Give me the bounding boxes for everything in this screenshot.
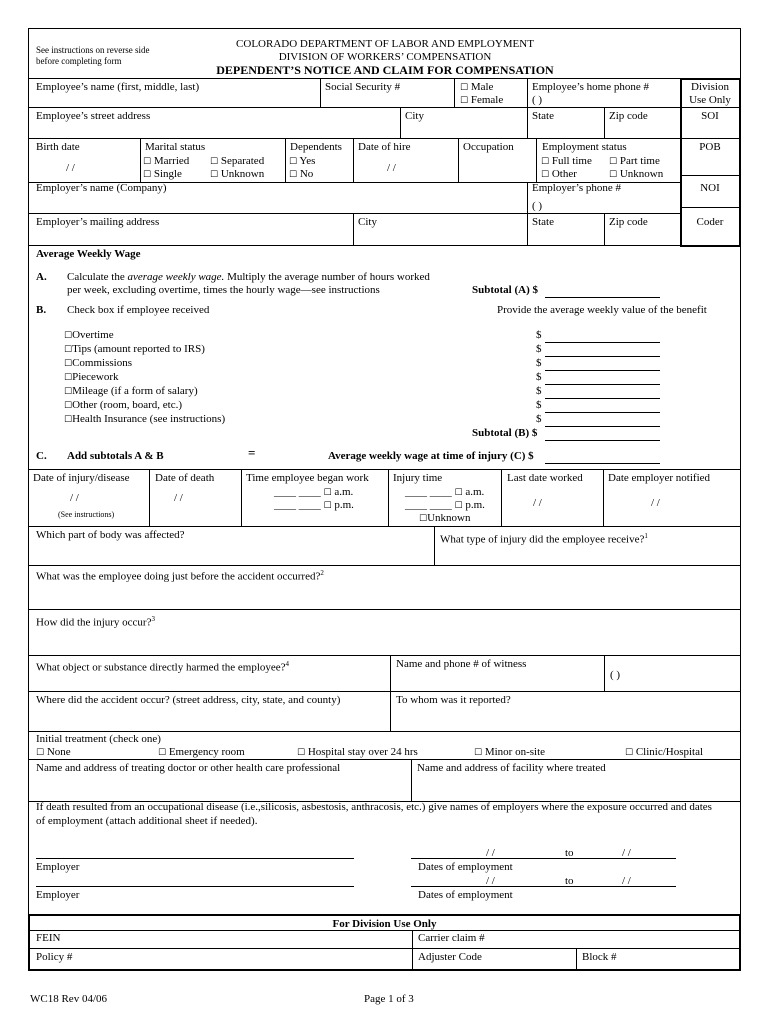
rule — [454, 78, 455, 107]
checkbox-icon[interactable]: ☐ — [64, 359, 73, 369]
checkbox-icon[interactable]: ☐ — [143, 157, 152, 167]
benefit-value-input[interactable] — [545, 384, 660, 385]
checkbox-icon[interactable]: ☐ — [143, 170, 152, 180]
wage-a-text-em: average weekly wage. — [127, 271, 225, 283]
wage-a-text-1 — [67, 271, 430, 284]
wage-a-text-post: Multiply the average number of hours worked — [224, 271, 430, 283]
rule — [28, 526, 741, 527]
hire-date-slashes: / / — [387, 162, 396, 174]
disease-text-1: If death resulted from an occupational disease (i.e.,silicosis, asbestosis, anthracosis, etc.) give names of employers where the exposure occurred and dates — [36, 801, 712, 813]
footnote-marker: 4 — [285, 660, 290, 668]
wage-c-text: Add subtotals A & B — [67, 450, 164, 462]
treating-facility-field[interactable]: Name and address of facility where treated — [417, 762, 606, 774]
wage-c-letter: C. — [36, 450, 47, 462]
ssn-field[interactable]: Social Security # — [325, 81, 401, 93]
page-number: Page 1 of 3 — [364, 993, 414, 1005]
employer-2-label: Employer — [36, 889, 80, 901]
injury-time-pm[interactable] — [405, 499, 485, 512]
dollar-sign: $ — [536, 343, 542, 355]
treatment-option-label: Hospital stay over 24 hrs — [307, 746, 418, 758]
treatment-option-label: Emergency room — [168, 746, 245, 758]
rule — [527, 107, 528, 138]
city-field[interactable]: City — [405, 110, 424, 122]
zip-field[interactable]: Zip code — [609, 110, 648, 122]
rule — [28, 78, 741, 79]
married-checkbox[interactable] — [143, 155, 189, 168]
rule — [320, 78, 321, 107]
agency-name: COLORADO DEPARTMENT OF LABOR AND EMPLOYMENT — [236, 38, 534, 50]
employer-name-field[interactable]: Employer’s name (Company) — [36, 182, 167, 194]
dependents-no-checkbox[interactable] — [289, 168, 313, 181]
division-only-title: For Division Use Only — [332, 918, 437, 930]
division-only-top — [28, 914, 741, 916]
other-label: Other — [551, 168, 577, 180]
full-time-checkbox[interactable] — [541, 155, 592, 168]
death-date-slashes: / / — [174, 492, 183, 504]
rule — [285, 138, 286, 182]
single-label: Single — [153, 168, 182, 180]
injury-type-field[interactable] — [440, 532, 648, 546]
last-worked-field[interactable]: Last date worked — [507, 472, 583, 484]
rule — [28, 213, 680, 214]
division-soi[interactable]: SOI — [701, 110, 719, 122]
rule — [140, 138, 141, 182]
disease-text-2: of employment (attach additional sheet if needed). — [36, 815, 258, 827]
checkbox-icon[interactable]: ☐ — [323, 501, 332, 511]
wage-a-text-2: per week, excluding overtime, times the hourly wage—see instructions — [67, 284, 380, 296]
rule — [604, 213, 605, 245]
rule — [680, 138, 741, 139]
average-weekly-wage-input[interactable] — [545, 463, 660, 464]
rule — [680, 107, 741, 108]
employment-status-label: Employment status — [542, 141, 627, 153]
instructions-note: See instructions on reverse side — [36, 45, 150, 55]
injury-time-unknown[interactable] — [419, 512, 470, 525]
employment-from-date-1: / / — [486, 847, 495, 859]
benefit-label: Mileage (if a form of salary) — [72, 385, 198, 397]
rule — [28, 930, 741, 931]
rule — [353, 138, 354, 182]
home-phone-field[interactable]: Employee’s home phone # — [532, 81, 650, 93]
part-time-checkbox[interactable] — [609, 155, 660, 168]
unknown-label: Unknown — [220, 168, 265, 180]
employee-name-field[interactable]: Employee’s name (first, middle, last) — [36, 81, 200, 93]
checkbox-icon[interactable]: ☐ — [474, 748, 483, 758]
equals-sign: = — [248, 445, 256, 460]
division-only-bottom — [28, 969, 741, 971]
footnote-marker: 3 — [151, 615, 155, 623]
subtotal-a-input[interactable] — [545, 297, 660, 298]
employer-city-field[interactable]: City — [358, 216, 377, 228]
checkbox-icon[interactable]: ☐ — [609, 170, 618, 180]
benefit-value-input[interactable] — [545, 426, 660, 427]
fein-field[interactable]: FEIN — [36, 932, 61, 944]
dates-2-input[interactable] — [411, 886, 676, 887]
benefit-value-input[interactable] — [545, 342, 660, 343]
employer-state-field[interactable]: State — [532, 216, 554, 228]
checkbox-icon[interactable]: ☐ — [64, 401, 73, 411]
checkbox-icon[interactable]: ☐ — [158, 748, 167, 758]
rule — [400, 107, 401, 138]
dates-2-label: Dates of employment — [418, 889, 513, 901]
time-blank: ____ ____ — [274, 499, 321, 511]
employment-to-date-2: / / — [622, 875, 631, 887]
employer-1-label: Employer — [36, 861, 80, 873]
other-checkbox[interactable] — [541, 168, 577, 181]
witness-field[interactable]: Name and phone # of witness — [396, 658, 527, 670]
female-checkbox[interactable] — [460, 94, 503, 107]
male-checkbox[interactable] — [460, 81, 493, 94]
checkbox-icon[interactable]: ☐ — [36, 748, 45, 758]
rule — [149, 469, 150, 526]
dependents-label: Dependents — [290, 141, 342, 153]
began-work-pm[interactable] — [274, 499, 354, 512]
division-only-left — [28, 914, 30, 971]
pm-label: p.m. — [465, 499, 485, 511]
rule — [412, 930, 413, 970]
employer-2-input[interactable] — [36, 886, 354, 887]
treatment-none-checkbox[interactable] — [36, 746, 71, 759]
injury-date-field[interactable]: Date of injury/disease — [33, 472, 130, 484]
rule — [388, 469, 389, 526]
rule — [28, 565, 741, 566]
footnote-marker: 1 — [644, 532, 648, 540]
rule — [527, 213, 528, 245]
division-box-top — [680, 78, 741, 80]
employer-mailing-field[interactable]: Employer’s mailing address — [36, 216, 160, 228]
treatment-onsite-checkbox[interactable] — [474, 746, 545, 759]
rule — [28, 948, 741, 949]
treatment-label: Initial treatment (check one) — [36, 733, 161, 745]
time-blank: ____ ____ — [274, 486, 321, 498]
object-label: What object or substance directly harmed the employee? — [36, 661, 286, 674]
rule — [241, 469, 242, 526]
employer-zip-field[interactable]: Zip code — [609, 216, 648, 228]
checkbox-icon[interactable]: ☐ — [454, 488, 463, 498]
wage-b-right: Provide the average weekly value of the benefit — [497, 304, 707, 316]
dollar-sign: $ — [536, 385, 542, 397]
rule — [353, 213, 354, 245]
yes-label: Yes — [299, 155, 316, 167]
rule — [28, 107, 680, 108]
benefit-label: Piecework — [72, 371, 119, 383]
no-label: No — [299, 168, 314, 180]
checkbox-icon[interactable]: ☐ — [609, 157, 618, 167]
doing-before-label: What was the employee doing just before the accident occurred? — [36, 570, 321, 583]
treatment-clinic-checkbox[interactable] — [625, 746, 703, 759]
employment-unknown-checkbox[interactable] — [609, 168, 663, 181]
unknown-label: Unknown — [427, 512, 471, 524]
rule — [28, 759, 741, 760]
to-label-2: to — [565, 875, 574, 887]
division-coder[interactable]: Coder — [696, 216, 724, 228]
dollar-sign: $ — [536, 399, 542, 411]
checkbox-icon[interactable]: ☐ — [289, 157, 298, 167]
dollar-sign: $ — [536, 357, 542, 369]
am-label: a.m. — [334, 486, 354, 498]
outer-left-border — [28, 28, 29, 947]
treatment-hospital-checkbox[interactable] — [297, 746, 418, 759]
checkbox-icon[interactable]: ☐ — [64, 331, 73, 341]
doing-before-field[interactable] — [36, 569, 324, 583]
time-blank: ____ ____ — [405, 499, 452, 511]
checkbox-icon[interactable]: ☐ — [541, 157, 550, 167]
checkbox-icon[interactable]: ☐ — [289, 170, 298, 180]
how-injury-field[interactable] — [36, 615, 155, 629]
form-title: DEPENDENT’S NOTICE AND CLAIM FOR COMPENSATION — [216, 63, 554, 77]
footnote-marker: 2 — [320, 569, 324, 577]
rule — [28, 245, 680, 246]
rule — [576, 948, 577, 970]
time-blank: ____ ____ — [405, 486, 452, 498]
accident-location-field[interactable]: Where did the accident occur? (street address, city, state, and county) — [36, 694, 341, 706]
injury-time-am[interactable] — [405, 486, 484, 499]
checkbox-icon[interactable]: ☐ — [297, 748, 306, 758]
witness-phone-paren: ( ) — [610, 669, 621, 681]
injury-date-slashes: / / — [70, 492, 79, 504]
benefit-health-checkbox[interactable] — [64, 413, 225, 426]
instructions-note-2: before completing form — [36, 56, 122, 66]
subtotal-a-label: Subtotal (A) $ — [472, 284, 539, 296]
body-part-field[interactable]: Which part of body was affected? — [36, 529, 185, 541]
separated-checkbox[interactable] — [210, 155, 264, 168]
hire-date-field[interactable]: Date of hire — [358, 141, 411, 153]
rule — [527, 78, 528, 107]
rule — [28, 609, 741, 610]
checkbox-icon[interactable]: ☐ — [419, 514, 428, 524]
checkbox-icon[interactable]: ☐ — [460, 83, 469, 93]
state-field[interactable]: State — [532, 110, 554, 122]
rule — [28, 469, 741, 470]
benefit-label: Other (room, board, etc.) — [72, 399, 183, 411]
single-checkbox[interactable] — [143, 168, 182, 181]
treating-doctor-field[interactable]: Name and address of treating doctor or other health care professional — [36, 762, 341, 774]
treatment-er-checkbox[interactable] — [158, 746, 245, 759]
began-work-label: Time employee began work — [246, 472, 369, 484]
wage-a-text-pre: Calculate the — [67, 271, 128, 283]
benefit-label: Health Insurance (see instructions) — [72, 413, 226, 425]
female-label: Female — [470, 94, 504, 106]
checkbox-icon[interactable]: ☐ — [64, 387, 73, 397]
adjuster-code-field[interactable]: Adjuster Code — [418, 951, 482, 963]
birth-date-slashes: / / — [66, 162, 75, 174]
rule — [28, 655, 741, 656]
object-field[interactable] — [36, 660, 289, 674]
block-field[interactable]: Block # — [582, 951, 617, 963]
benefit-label: Tips (amount reported to IRS) — [72, 343, 205, 355]
division-box-bottom — [680, 245, 741, 247]
reported-to-field[interactable]: To whom was it reported? — [396, 694, 511, 706]
separated-label: Separated — [220, 155, 265, 167]
dollar-sign: $ — [536, 371, 542, 383]
benefit-other-checkbox[interactable] — [64, 399, 182, 412]
benefit-mileage-checkbox[interactable] — [64, 385, 198, 398]
employment-to-date-1: / / — [622, 847, 631, 859]
form-id: WC18 Rev 04/06 — [30, 993, 107, 1005]
treatment-option-label: None — [46, 746, 71, 758]
rule — [501, 469, 502, 526]
benefit-commissions-checkbox[interactable] — [64, 357, 132, 370]
rule — [458, 138, 459, 182]
marital-status-label: Marital status — [145, 141, 206, 153]
dollar-sign: $ — [536, 413, 542, 425]
pm-label: p.m. — [334, 499, 354, 511]
rule — [390, 655, 391, 731]
street-address-field[interactable]: Employee’s street address — [36, 110, 151, 122]
dates-1-label: Dates of employment — [418, 861, 513, 873]
rule — [28, 138, 680, 139]
average-weekly-wage-label: Average weekly wage at time of injury (C) $ — [328, 450, 534, 462]
male-label: Male — [470, 81, 494, 93]
checkbox-icon[interactable]: ☐ — [625, 748, 634, 758]
wage-a-letter: A. — [36, 271, 47, 283]
married-label: Married — [153, 155, 190, 167]
how-injury-label: How did the injury occur? — [36, 616, 152, 629]
checkbox-icon[interactable]: ☐ — [64, 373, 73, 383]
rule — [604, 107, 605, 138]
last-worked-slashes: / / — [533, 497, 542, 509]
rule — [411, 759, 412, 801]
subtotal-b-input[interactable] — [545, 440, 660, 441]
wage-section-title: Average Weekly Wage — [36, 248, 141, 260]
employer-notified-slashes: / / — [651, 497, 660, 509]
rule — [604, 655, 605, 691]
injury-type-label: What type of injury did the employee receive? — [440, 533, 645, 546]
carrier-claim-field[interactable]: Carrier claim # — [418, 932, 485, 944]
employer-1-input[interactable] — [36, 858, 354, 859]
death-date-field[interactable]: Date of death — [155, 472, 215, 484]
benefit-label: Commissions — [72, 357, 132, 369]
rule — [680, 175, 741, 176]
employment-from-date-2: / / — [486, 875, 495, 887]
am-label: a.m. — [465, 486, 485, 498]
benefit-value-input[interactable] — [545, 412, 660, 413]
benefit-value-input[interactable] — [545, 356, 660, 357]
benefit-value-input[interactable] — [545, 398, 660, 399]
checkbox-icon[interactable]: ☐ — [64, 415, 73, 425]
employer-notified-field[interactable]: Date employer notified — [608, 472, 711, 484]
treatment-option-label: Minor on-site — [484, 746, 546, 758]
rule — [434, 526, 435, 565]
division-use-label-1: Division — [691, 81, 729, 93]
outer-top-border — [28, 28, 741, 29]
benefit-tips-checkbox[interactable] — [64, 343, 205, 356]
benefit-label: Overtime — [72, 329, 114, 341]
rule — [527, 182, 528, 213]
occupation-field[interactable]: Occupation — [463, 141, 514, 153]
division-only-right — [739, 914, 741, 971]
see-instructions-note: (See instructions) — [58, 510, 115, 519]
dependents-yes-checkbox[interactable] — [289, 155, 315, 168]
rule — [680, 207, 741, 208]
to-label-1: to — [565, 847, 574, 859]
checkbox-icon[interactable]: ☐ — [210, 157, 219, 167]
unknown-label: Unknown — [619, 168, 664, 180]
part-time-label: Part time — [619, 155, 660, 167]
wage-b-letter: B. — [36, 304, 47, 316]
rule — [603, 469, 604, 526]
checkbox-icon[interactable]: ☐ — [323, 488, 332, 498]
division-noi[interactable]: NOI — [700, 182, 720, 194]
rule — [536, 138, 537, 182]
began-work-am[interactable] — [274, 486, 353, 499]
treatment-option-label: Clinic/Hospital — [635, 746, 704, 758]
employer-phone-field[interactable]: Employer’s phone # — [532, 182, 622, 194]
benefit-overtime-checkbox[interactable] — [64, 329, 114, 342]
home-phone-paren: ( ) — [532, 94, 543, 106]
checkbox-icon[interactable]: ☐ — [64, 345, 73, 355]
subtotal-b-label: Subtotal (B) $ — [472, 427, 538, 439]
checkbox-icon[interactable]: ☐ — [210, 170, 219, 180]
injury-time-label: Injury time — [393, 472, 443, 484]
division-name: DIVISION OF WORKERS’ COMPENSATION — [278, 51, 492, 63]
division-box-right — [739, 78, 741, 246]
policy-field[interactable]: Policy # — [36, 951, 73, 963]
division-pob[interactable]: POB — [699, 141, 721, 153]
rule — [28, 731, 741, 732]
birth-date-field[interactable]: Birth date — [36, 141, 80, 153]
checkbox-icon[interactable]: ☐ — [541, 170, 550, 180]
benefit-piecework-checkbox[interactable] — [64, 371, 119, 384]
checkbox-icon[interactable]: ☐ — [454, 501, 463, 511]
dollar-sign: $ — [536, 329, 542, 341]
marital-unknown-checkbox[interactable] — [210, 168, 264, 181]
checkbox-icon[interactable]: ☐ — [460, 96, 469, 106]
dates-1-input[interactable] — [411, 858, 676, 859]
full-time-label: Full time — [551, 155, 592, 167]
employer-phone-paren: ( ) — [532, 200, 543, 212]
division-use-label-2: Use Only — [689, 94, 731, 106]
benefit-value-input[interactable] — [545, 370, 660, 371]
rule — [28, 691, 741, 692]
wage-b-text: Check box if employee received — [67, 304, 210, 316]
